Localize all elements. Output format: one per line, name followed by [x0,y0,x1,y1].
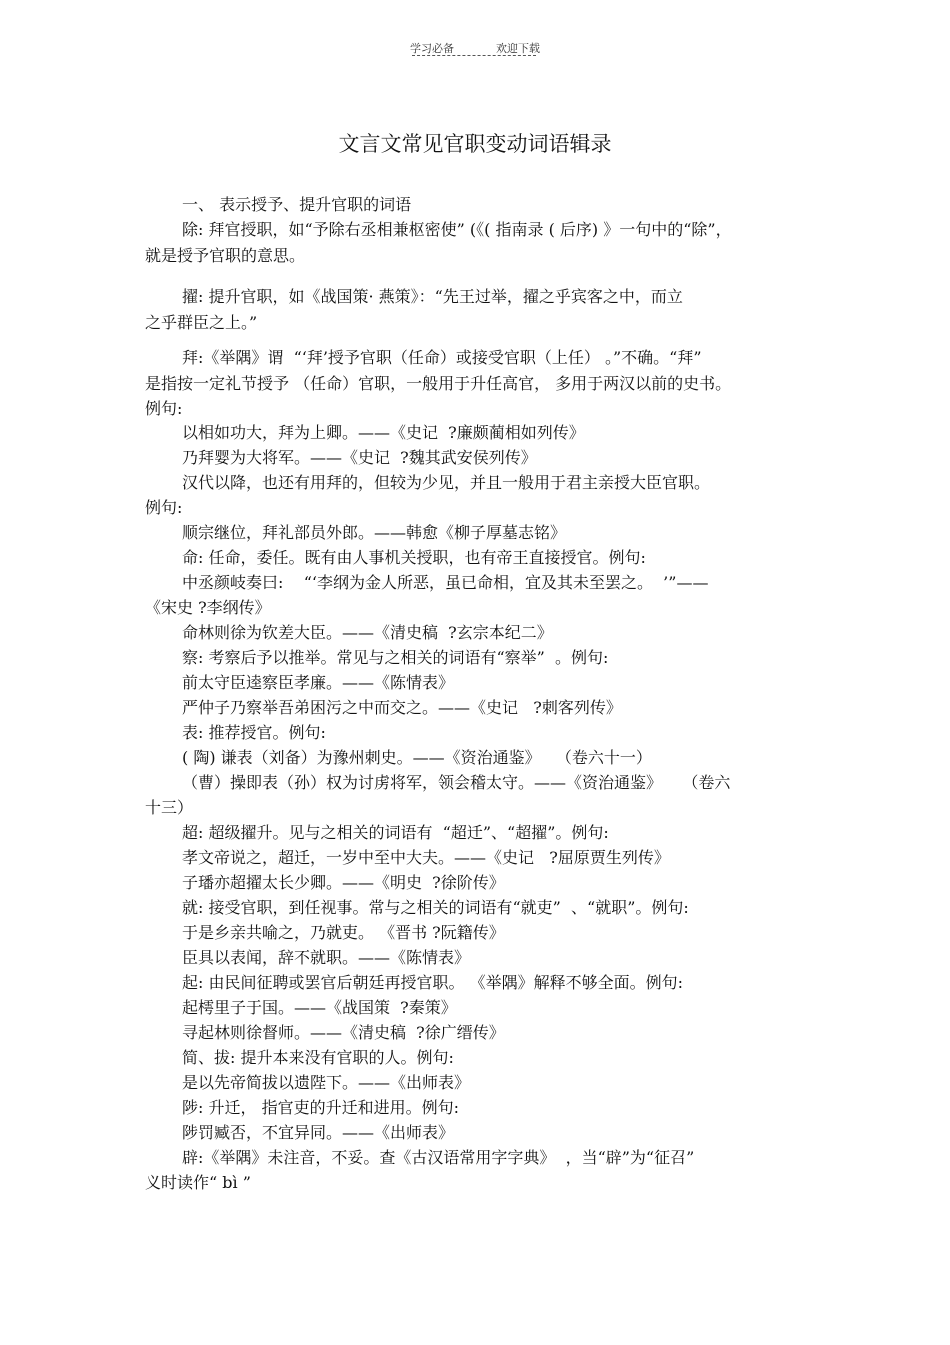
header-divider [412,55,536,56]
text-line: 超: 超级擢升。见与之相关的词语有 “超迁”、“超擢”。例句: [182,823,609,842]
text-line: 简、拔: 提升本来没有官职的人。例句: [182,1048,454,1067]
text-line: 寻起林则徐督师。——《清史稿 ?徐广缙传》 [182,1023,505,1042]
text-line: 以相如功大，拜为上卿。——《史记 ?廉颇蔺相如列传》 [182,423,585,442]
text-line: 就: 接受官职，到任视事。常与之相关的词语有“就吏” 、“就职”。例句: [182,898,689,917]
text-line: 辟:《举隅》未注音，不妥。查《古汉语常用字字典》 ，当“辟”为“征召” [182,1148,695,1167]
text-line: 顺宗继位，拜礼部员外郎。——韩愈《柳子厚墓志铭》 [182,523,567,542]
text-line: ( 陶) 谦表（刘备）为豫州刺史。——《资治通鉴》 （卷六十一） [182,748,652,767]
text-line: 例句: [145,399,183,418]
section-heading: 一、 表示授予、提升官职的词语 [182,195,412,214]
text-line: 起樗里子于国。——《战国策 ?秦策》 [182,998,457,1017]
text-line: 十三） [145,798,194,817]
text-line: 义时读作“ bì ” [145,1173,251,1192]
text-line: 中丞颜岐奏曰: “‘李纲为金人所恶，虽已命相，宜及其未至罢之。 ’”—— [182,573,709,592]
text-line: 察: 考察后予以推举。常见与之相关的词语有“察举” 。例句: [182,648,609,667]
text-line: 于是乡亲共喻之，乃就吏。 《晋书 ?阮籍传》 [182,923,505,942]
text-line: 陟: 升迁， 指官吏的升迁和进用。例句: [182,1098,459,1117]
text-line: 乃拜婴为大将军。——《史记 ?魏其武安侯列传》 [182,448,537,467]
text-line: 是以先帝简拔以遗陛下。——《出师表》 [182,1073,471,1092]
text-line: （曹）操即表（孙）权为讨虏将军，领会稽太守。——《资治通鉴》 （卷六 [182,773,731,792]
text-line: 除: 拜官授职，如“予除右丞相兼枢密使” (《( 指南录 ( 后序) 》一句中的“除”， [182,220,732,239]
text-line: 前太守臣逵察臣孝廉。——《陈情表》 [182,673,455,692]
text-line: 拜:《举隅》谓 “‘拜’授予官职（任命）或接受官职（上任） 。”不确。“拜” [182,348,702,367]
text-line: 陟罚臧否，不宜异同。——《出师表》 [182,1123,455,1142]
header-left: 学习必备 [410,42,454,55]
text-line: 是指按一定礼节授予 （任命）官职，一般用于升任高官， 多用于两汉以前的史书。 [145,374,732,393]
text-line: 臣具以表闻，辞不就职。——《陈情表》 [182,948,471,967]
header-right: 欢迎下载 [496,42,540,55]
text-line: 之乎群臣之上。” [145,313,258,332]
text-line: 孝文帝说之，超迁，一岁中至中大夫。——《史记 ?屈原贾生列传》 [182,848,670,867]
text-line: 命: 任命，委任。既有由人事机关授职，也有帝王直接授官。例句: [182,548,646,567]
text-line: 汉代以降，也还有用拜的，但较为少见，并且一般用于君主亲授大臣官职。 [182,473,711,492]
text-line: 例句: [145,498,183,517]
text-line: 命林则徐为钦差大臣。——《清史稿 ?玄宗本纪二》 [182,623,553,642]
text-line: 表: 推荐授官。例句: [182,723,326,742]
text-line: 严仲子乃察举吾弟困污之中而交之。——《史记 ?刺客列传》 [182,698,622,717]
document-title: 文言文常见官职变动词语辑录 [338,132,612,156]
text-line: 起: 由民间征聘或罢官后朝廷再授官职。 《举隅》解释不够全面。例句: [182,973,683,992]
text-line: 擢: 提升官职，如《战国策· 燕策》：“先王过举，擢之乎宾客之中，而立 [182,287,683,306]
text-line: 就是授予官职的意思。 [145,246,306,265]
page-header [0,40,950,56]
text-line: 《宋史 ?李纲传》 [145,598,271,617]
text-line: 子璠亦超擢太长少卿。——《明史 ?徐阶传》 [182,873,505,892]
